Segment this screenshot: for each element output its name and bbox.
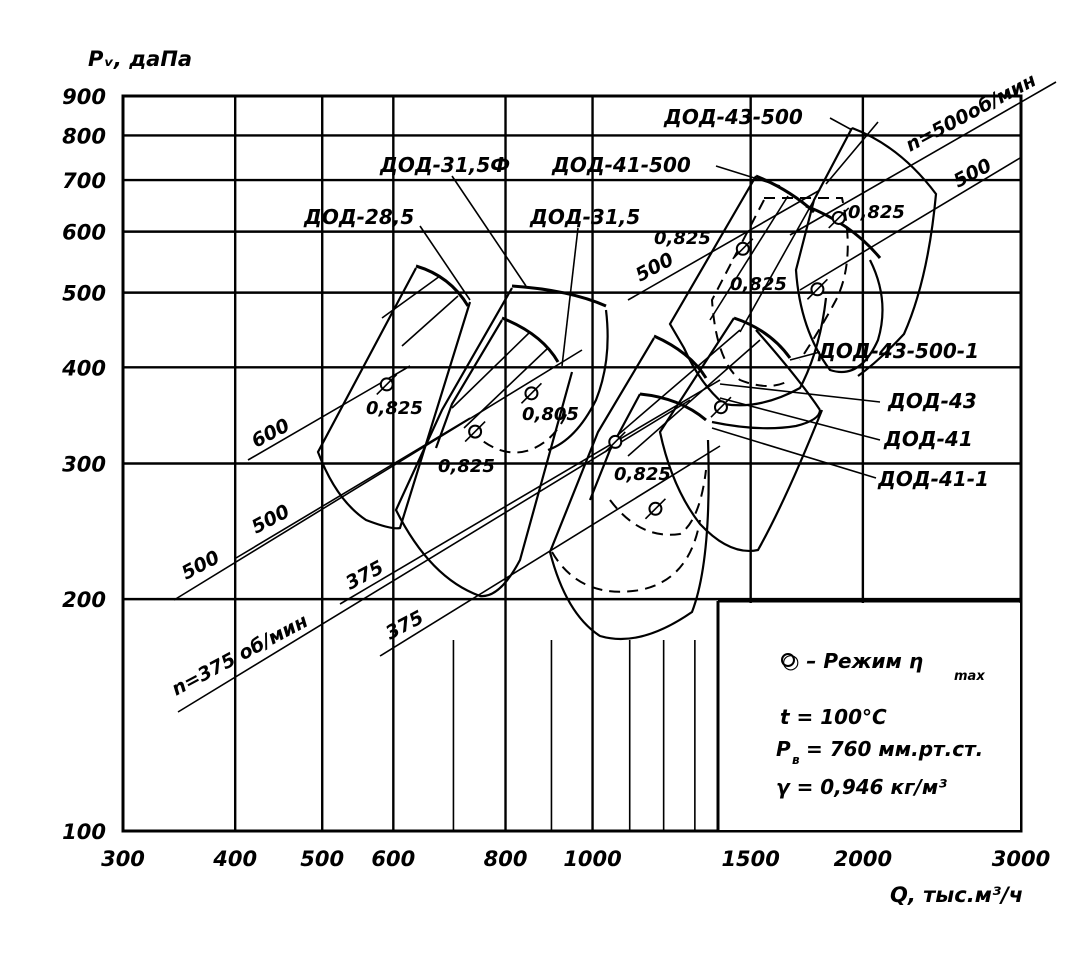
eff-label-1: 0,825 — [366, 398, 423, 419]
blade-line-a — [382, 276, 440, 318]
label-600: 600 — [248, 414, 294, 453]
legend-gamma-line: γ = 0,946 кг/м³ — [776, 775, 947, 799]
envelope-dod-43-edge — [756, 330, 820, 410]
label-dod-31-5: ДОД-31,5 — [530, 205, 641, 229]
x-tick-label: 500 — [300, 847, 345, 871]
legend-marker-text: ○ – Режим η — [782, 649, 924, 673]
eff-label-5: 0,805 — [522, 404, 579, 425]
y-tick-labels — [61, 85, 106, 844]
label-500-left: 500 — [248, 500, 294, 539]
label-dod-41-1: ДОД-41-1 — [878, 467, 989, 491]
blade-limit-dod-31-5 — [502, 318, 558, 362]
legend-t-line: t = 100°C — [780, 705, 887, 729]
legend-p-label: P — [776, 737, 791, 761]
leader-dod-41-500 — [716, 166, 780, 186]
x-tick-label: 1000 — [563, 847, 622, 871]
x-tick-label: 1500 — [721, 847, 780, 871]
x-tick-label: 600 — [371, 847, 416, 871]
efficiency-point — [605, 432, 625, 452]
x-axis-title: Q, тыс.м³/ч — [890, 883, 1024, 907]
label-dod-28-5: ДОД-28,5 — [304, 205, 415, 229]
x-tick-label: 2000 — [833, 847, 893, 871]
eff-label-7: 0,825 — [848, 202, 905, 223]
eff-label-4: 0,825 — [654, 228, 711, 249]
y-tick-label: 200 — [62, 588, 106, 613]
legend-marker-sub: max — [954, 669, 985, 684]
y-tick-label: 600 — [62, 220, 106, 245]
efficiency-point — [807, 279, 827, 299]
blade-line-b — [402, 296, 458, 346]
label-375-b: 375 — [382, 606, 428, 645]
x-tick-label: 800 — [483, 847, 528, 871]
efficiency-point — [711, 397, 731, 417]
x-tick-label: 300 — [101, 847, 145, 871]
envelope-dod-43-bottom — [712, 410, 820, 428]
efficiency-point — [645, 499, 665, 519]
y-tick-label: 100 — [62, 820, 106, 844]
label-dod-43-500-1: ДОД-43-500-1 — [818, 339, 980, 363]
blade-line-f — [628, 340, 760, 456]
dashed-dod-41 — [552, 520, 700, 592]
label-500-mid: 500 — [632, 248, 678, 287]
fan-labels — [303, 105, 989, 491]
x-tick-label: 400 — [213, 847, 258, 871]
y-tick-label: 800 — [62, 124, 106, 149]
label-500-far: 500 — [178, 546, 224, 585]
leader-dod-28-5 — [420, 226, 470, 300]
blade-line-i — [826, 122, 878, 184]
efficiency-point — [521, 383, 541, 403]
leader-dod-41-1 — [712, 428, 876, 478]
blade-line-g — [710, 196, 788, 320]
eff-label-2: 0,825 — [438, 456, 495, 477]
y-tick-label: 500 — [62, 281, 106, 306]
legend-p-value: = 760 мм.рт.ст. — [806, 737, 984, 761]
y-tick-label: 700 — [62, 169, 106, 194]
label-dod-43-500: ДОД-43-500 — [664, 105, 803, 129]
x-tick-label: 3000 — [991, 847, 1051, 871]
label-n500: n=500об/мин — [902, 69, 1040, 157]
label-dod-41-500: ДОД-41-500 — [552, 153, 691, 177]
label-dod-31-5f: ДОД-31,5Ф — [380, 153, 511, 177]
leader-dod-41 — [720, 398, 880, 440]
speed-line-n500 — [790, 82, 1056, 235]
y-axis-title: Pᵥ, даПа — [88, 47, 193, 71]
label-dod-41: ДОД-41 — [884, 427, 973, 451]
y-tick-label: 300 — [62, 452, 106, 477]
envelope-dod-41 — [550, 338, 709, 639]
legend-p-sub: в — [792, 753, 800, 767]
leader-dod-43-500 — [830, 118, 852, 130]
y-tick-label: 900 — [62, 85, 106, 109]
x-tick-labels — [101, 847, 1050, 871]
y-tick-label: 400 — [62, 356, 106, 381]
eff-label-3: 0,825 — [614, 464, 671, 485]
eff-label-6: 0,825 — [730, 274, 787, 295]
label-dod-43: ДОД-43 — [888, 389, 977, 413]
label-500-right: 500 — [950, 154, 996, 193]
label-n375: n=375 об/мин — [168, 610, 312, 701]
envelope-dod-43-500 — [796, 128, 883, 372]
label-375-a: 375 — [342, 556, 388, 595]
